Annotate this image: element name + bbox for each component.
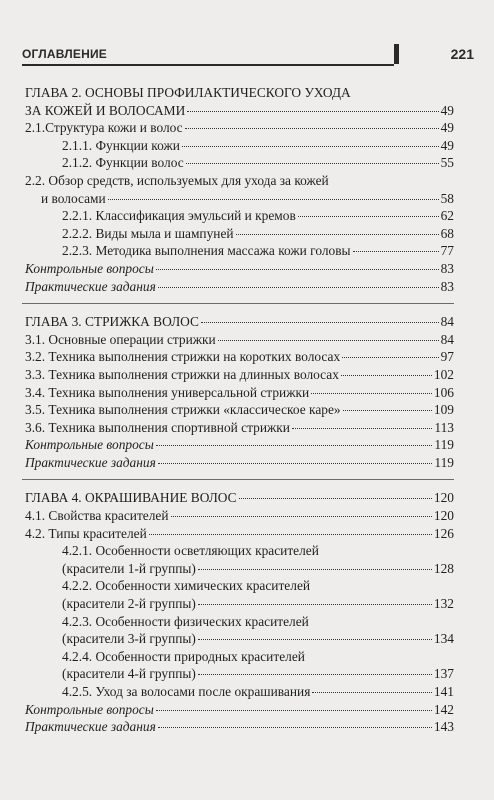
toc-entry: 2.1.Структура кожи и волос 49: [25, 120, 454, 136]
chapter-title: ГЛАВА 3. СТРИЖКА ВОЛОС: [25, 314, 199, 330]
page-header: [22, 44, 474, 64]
toc-entry: 3.1. Основные операции стрижки 84: [25, 331, 454, 347]
toc-entry: 2.2.2. Виды мыла и шампуней 68: [62, 225, 454, 241]
toc-entry: Контрольные вопросы 83: [25, 260, 454, 276]
header-rule: [22, 64, 394, 66]
table-of-contents: [22, 70, 454, 736]
toc-entry: Контрольные вопросы 119: [25, 437, 454, 453]
toc-entry: 3.5. Техника выполнения стрижки «классическое каре» 109: [25, 402, 454, 418]
header-bar: [394, 44, 399, 64]
toc-entry: 3.2. Техника выполнения стрижки на коротких волосах 97: [25, 349, 454, 365]
toc-entry: 3.4. Техника выполнения универсальной стрижки 106: [25, 384, 454, 400]
chapter-3-heading: [22, 313, 454, 331]
toc-entry: 2.1.1. Функции кожи 49: [62, 137, 454, 153]
chapter-title: ГЛАВА 2. ОСНОВЫ ПРОФИЛАКТИЧЕСКОГО УХОДА: [25, 85, 351, 100]
chapter-title-cont: ЗА КОЖЕЙ И ВОЛОСАМИ: [25, 102, 186, 118]
toc-entry: 2.2.3. Методика выполнения массажа кожи головы 77: [62, 243, 454, 259]
chapter-4-heading: [22, 489, 454, 507]
toc-entry: 4.2.3. Особенности физических красителей (красители 3-й группы) 134: [62, 613, 454, 647]
toc-entry: Практические задания 83: [25, 278, 454, 294]
chapter-title: ГЛАВА 4. ОКРАШИВАНИЕ ВОЛОС: [25, 490, 237, 506]
toc-entry: 4.2.2. Особенности химических красителей (красители 2-й группы) 132: [62, 578, 454, 612]
toc-entry: 2.2.1. Классификация эмульсий и кремов 62: [62, 208, 454, 224]
toc-entry: 4.2.5. Уход за волосами после окрашивания 141: [62, 684, 454, 699]
toc-entry: 3.3. Техника выполнения стрижки на длинных волосах 102: [25, 366, 454, 382]
running-title: ОГЛАВЛЕНИЕ: [22, 47, 108, 61]
page-ref: 49: [440, 102, 454, 118]
section-divider: [22, 303, 454, 304]
page-number: 221: [450, 46, 474, 62]
page-ref: 120: [433, 490, 454, 506]
toc-entry: Практические задания 143: [25, 719, 454, 735]
section-divider: [22, 479, 454, 480]
toc-entry: Практические задания 119: [25, 454, 454, 470]
toc-entry: 3.6. Техника выполнения спортивной стрижки 113: [25, 419, 454, 435]
chapter-2-heading: [22, 84, 454, 119]
toc-entry: 4.2.4. Особенности природных красителей (красители 4-й группы) 137: [62, 648, 454, 682]
toc-entry: Контрольные вопросы 142: [25, 701, 454, 717]
toc-entry: 4.2. Типы красителей 126: [25, 525, 454, 541]
page-ref: 84: [440, 314, 454, 330]
toc-entry: 4.2.1. Особенности осветляющих красителей (красители 1-й группы) 128: [62, 543, 454, 576]
toc-entry: 2.2. Обзор средств, используемых для ухода за кожей и волосами 58: [25, 172, 454, 206]
toc-entry: 2.1.2. Функции волос 55: [62, 155, 454, 171]
toc-entry: 4.1. Свойства красителей 120: [25, 508, 454, 524]
